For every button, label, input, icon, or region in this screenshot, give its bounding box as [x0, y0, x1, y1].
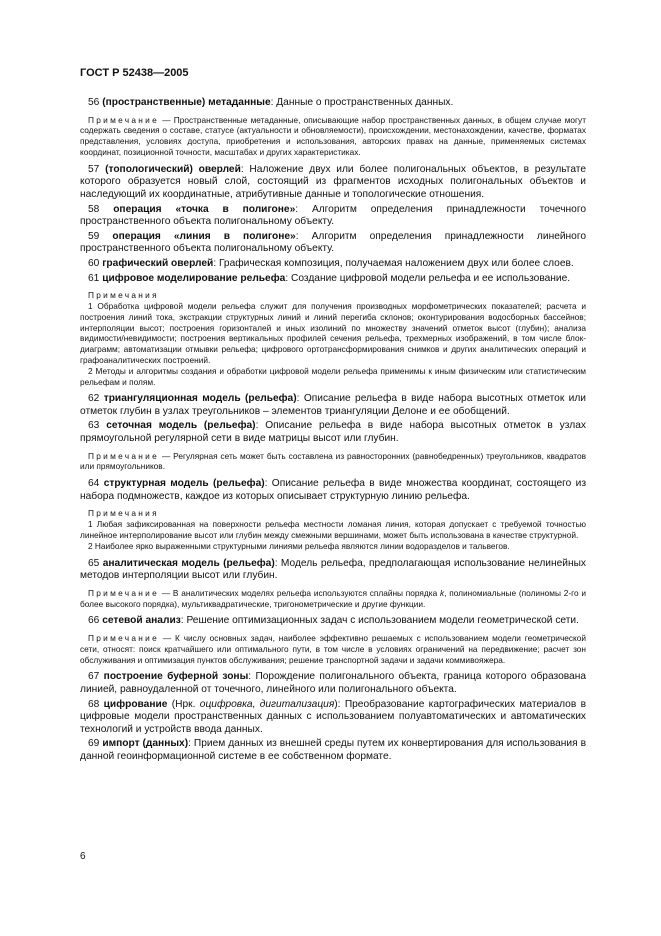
- notes-label: Примечания: [88, 508, 159, 519]
- term-name: (топологический) оверлей: [105, 163, 241, 175]
- note-item: 1 Обработка цифровой модели рельефа служит для получения производных морфометрических показателей; расчета и построения линий тока, экстракции структурных линий и линий перегиба склонов; оконтурирования водосборных бассейнов; интерполяции высот; построения горизонталей и иных изолиний по множеству значений отметок высот (глубин); анализа видимости/невидимости; построения вертикальных профилей сечения рельефа, трехмерных изображений, в том числе блок-диаграмм; автоматизации отмывки рельефа; цифрового ортотрансформирования снимков и других аналитических операций и графоаналитических построений.: [80, 300, 586, 365]
- term-number: 64: [88, 478, 100, 490]
- term-entry-66: [80, 615, 586, 628]
- term-entry-62: [80, 393, 586, 418]
- term-entry-59: [80, 231, 586, 256]
- term-definition: : Описание рельефа в виде множества координат, состоящего из набора подмножеств, каждое из которых описывает структурную линию рельефа.: [80, 478, 587, 502]
- term-name: цифровое моделирование рельефа: [102, 272, 286, 284]
- notes-64: [80, 508, 586, 551]
- note-item: 1 Любая зафиксированная на поверхности рельефа местности ломаная линия, которая допускает с требуемой точностью линейное интерполирование высот или глубин между смежными вершинами, может быть использована в качестве структурной.: [80, 519, 586, 541]
- term-number: 56: [88, 97, 100, 108]
- term-name: структурная модель (рельефа): [103, 478, 265, 490]
- note-63: [80, 451, 586, 473]
- term-definition: : Данные о пространственных данных.: [270, 97, 454, 108]
- term-number: 60: [88, 257, 100, 269]
- term-definition: : Описание рельефа в виде набора высотных отметок в узлах прямоугольной регулярной сети в виде матрицы высот или глубин.: [80, 420, 586, 445]
- term-alt-open: (Нрк.: [167, 698, 200, 710]
- note-item: 2 Наиболее ярко выраженными структурными линиями рельефа являются линии водоразделов и тальвегов.: [88, 540, 510, 551]
- term-number: 65: [88, 557, 100, 569]
- term-name: триангуляционная модель (рельефа): [103, 393, 297, 405]
- term-definition: : Решение оптимизационных задач с использованием модели геометрической сети.: [180, 615, 579, 627]
- note-56: [80, 115, 586, 158]
- term-definition: : Порождение полигонального объекта, граница которого образована линией, равноудаленной от точечного, линейного или полигонального объекта.: [80, 671, 586, 695]
- term-definition: : Наложение двух или более полигональных объектов, в результате которого образуется новый слой, состоящий из фрагментов исходных полигональных объектов и наследующий их координатные, атрибутивные данные и топологические отношения.: [80, 163, 586, 200]
- note-label: Примечание: [88, 450, 160, 461]
- term-number: 59: [88, 230, 100, 242]
- note-label: Примечание: [88, 633, 160, 644]
- term-entry-57: [80, 164, 586, 202]
- term-entry-63: [80, 420, 586, 445]
- term-name: графический оверлей: [102, 257, 214, 269]
- document-header: ГОСТ Р 52438—2005: [80, 67, 189, 79]
- notes-label: Примечания: [88, 290, 159, 301]
- term-number: 66: [88, 615, 100, 627]
- term-name: цифрование: [103, 698, 168, 710]
- term-number: 57: [88, 163, 100, 175]
- term-definition: : Алгоритм определения принадлежности линейного пространственного объекта полигональному объекту.: [80, 230, 586, 255]
- note-text: — К числу основных задач, наиболее эффективно решаемых с использованием модели геометрической сети, относят: поиск кратчайшего или оптимального пути, в том числе в условиях ограничений на передвижение; расчет зон обслуживания и оптимизация пунктов обслуживания; решение транспортной задачи и задачи коммивояжера.: [80, 633, 586, 665]
- term-number: 61: [88, 272, 100, 284]
- term-entry-67: [80, 671, 586, 696]
- term-name: построение буферной зоны: [103, 671, 249, 683]
- term-entry-56: [80, 97, 586, 110]
- note-item: 2 Методы и алгоритмы создания и обработки цифровой модели рельефа применимы к иным физическим или статистическим рельефам и полям.: [80, 365, 586, 387]
- term-entry-64: [80, 478, 586, 503]
- term-number: 58: [88, 203, 100, 215]
- note-65: [80, 588, 586, 610]
- term-name: (пространственные) метаданные: [102, 97, 271, 108]
- term-definition: : Модель рельефа, предполагающая использование нелинейных методов интерполяции высот или глубин.: [80, 557, 586, 582]
- term-number: 68: [88, 698, 100, 710]
- term-name: аналитическая модель (рельефа): [102, 557, 275, 569]
- document-body: [80, 97, 586, 766]
- note-label: Примечание: [88, 114, 160, 125]
- note-variable: k: [439, 587, 445, 598]
- notes-61: [80, 290, 586, 387]
- page-number: 6: [80, 851, 86, 862]
- term-entry-61: [80, 273, 586, 286]
- term-entry-60: [80, 258, 586, 271]
- term-definition: : Графическая композиция, получаемая наложением двух или более слоев.: [213, 257, 574, 269]
- term-number: 63: [88, 420, 100, 432]
- term-name: операция «точка в полигоне»: [113, 203, 296, 215]
- term-alt-names: оцифровка, дигитализация: [199, 698, 335, 710]
- term-definition: : Создание цифровой модели рельефа и ее использование.: [285, 272, 571, 284]
- term-definition: : Прием данных из внешней среды путем их конвертирования для использования в данной геоинформационной системе в ее собственном формате.: [80, 738, 586, 762]
- term-name: сетевой анализ: [102, 615, 181, 627]
- note-label: Примечание: [88, 587, 160, 598]
- term-name: сеточная модель (рельефа): [106, 420, 256, 432]
- note-66: [80, 633, 586, 665]
- term-definition: : Описание рельефа в виде набора высотных отметок или отметок глубин в узлах треугольников – элементов триангуляции Делоне и ее обобщений.: [80, 393, 586, 417]
- term-number: 67: [88, 671, 100, 683]
- term-number: 69: [88, 738, 100, 750]
- term-definition: : Преобразование картографических материалов в цифровые модели пространственных данных с использованием полуавтоматических и автоматических технологий и устройств ввода данных.: [80, 698, 586, 735]
- term-entry-65: [80, 558, 586, 583]
- term-alt-close: ): [334, 698, 338, 710]
- note-text: — В аналитических моделях рельефа используются сплайны порядка: [161, 587, 440, 598]
- note-text: — Регулярная сеть может быть составлена из равносторонних (равнобедренных) треугольников, квадратов или прямоугольников.: [80, 450, 586, 472]
- note-text-cont: , полиномиальные (полиномы 2-го и более высокого порядка), мультиквадратические, тригонометрические и другие функции.: [80, 587, 586, 609]
- term-number: 62: [88, 393, 100, 405]
- term-name: импорт (данных): [102, 738, 189, 750]
- term-entry-68: [80, 699, 586, 737]
- term-entry-58: [80, 204, 586, 229]
- term-definition: : Алгоритм определения принадлежности точечного пространственного объекта полигональному объекту.: [80, 203, 586, 228]
- term-entry-69: [80, 738, 586, 763]
- term-name: операция «линия в полигоне»: [112, 230, 296, 242]
- note-text: — Пространственные метаданные, описывающие набор пространственных данных, в общем случае могут содержать сведения о составе, статусе (актуальности и обновляемости), происхождении, местонахождении, качестве, форматах представления, условиях доступа, приобретения и использования, авторских правах на данные, применяемых системах координат, позиционной точности, масштабах и других характеристиках.: [80, 114, 586, 157]
